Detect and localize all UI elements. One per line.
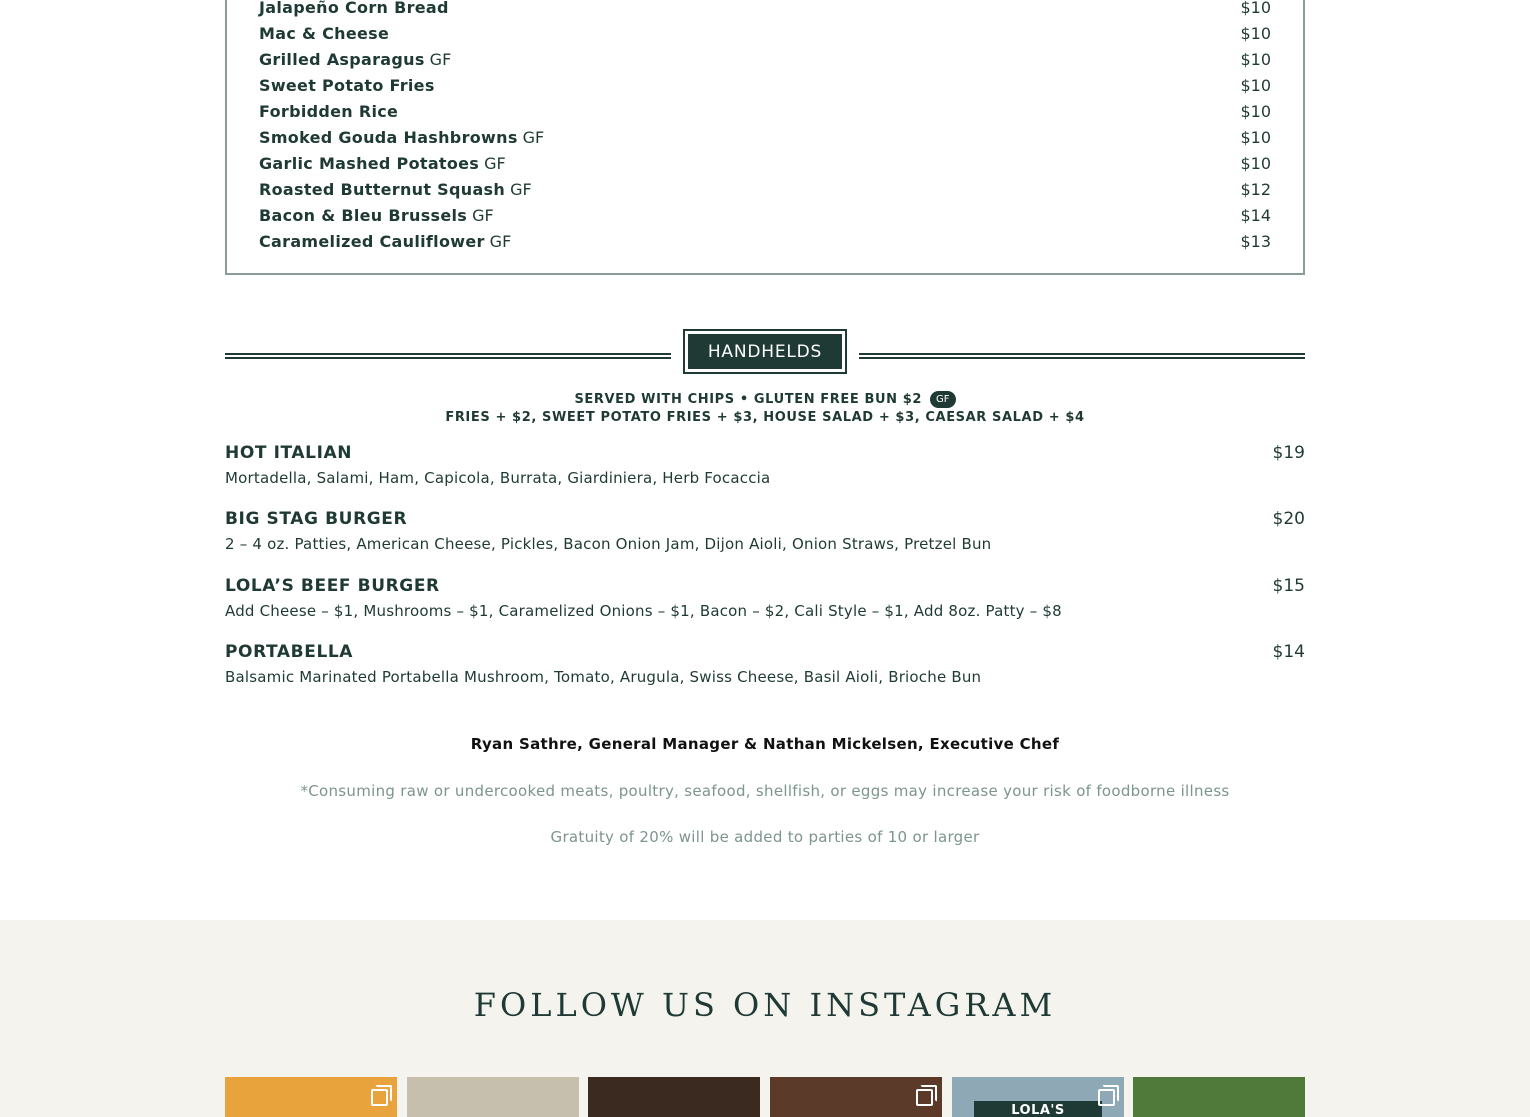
side-item-name: Smoked Gouda Hashbrowns [259, 127, 518, 147]
instagram-post-tile[interactable] [770, 1077, 942, 1117]
side-item-name: Mac & Cheese [259, 23, 390, 43]
menu-item [225, 507, 1305, 553]
menu-item-name: PORTABELLA [225, 642, 354, 662]
side-item-label [259, 180, 532, 199]
tile-sign-text: LOLA'S [974, 1101, 1102, 1117]
menu-item-price: $19 [1272, 443, 1305, 463]
menu-item-price: $14 [1272, 642, 1305, 662]
instagram-heading: FOLLOW US ON INSTAGRAM [473, 986, 1057, 1024]
side-item [259, 228, 1271, 254]
gratuity-notice: Gratuity of 20% will be added to parties of 10 or larger [550, 828, 980, 846]
side-item [259, 98, 1271, 124]
gluten-free-tag: GF [522, 127, 545, 147]
side-item-price: $10 [1240, 153, 1271, 173]
instagram-post-tile[interactable] [1133, 1077, 1305, 1117]
side-item-name: Jalapeño Corn Bread [259, 0, 449, 17]
served-with-text: SERVED WITH CHIPS • GLUTEN FREE BUN $2 [574, 392, 923, 407]
section-title: HANDHELDS [688, 334, 842, 369]
served-with-line [225, 391, 1305, 408]
side-item-name: Caramelized Cauliflower [259, 231, 485, 251]
side-item [259, 124, 1271, 150]
side-item-price: $12 [1240, 179, 1271, 199]
side-item-price: $10 [1240, 75, 1271, 95]
menu-item-description: Balsamic Marinated Portabella Mushroom, Tomato, Arugula, Swiss Cheese, Basil Aioli, Brioche Bun [225, 668, 982, 686]
side-item-label [259, 0, 449, 17]
side-item-label [259, 154, 506, 173]
side-item [259, 150, 1271, 176]
side-item-name: Garlic Mashed Potatoes [259, 153, 480, 173]
gluten-free-tag: GF [489, 231, 512, 251]
sides-menu-box [225, 0, 1305, 275]
instagram-post-tile[interactable] [407, 1077, 579, 1117]
side-item-price: $13 [1240, 231, 1271, 251]
side-item-name: Sweet Potato Fries [259, 75, 435, 95]
menu-item-price: $15 [1272, 576, 1305, 596]
side-item-name: Grilled Asparagus [259, 49, 425, 69]
side-item [259, 202, 1271, 228]
carousel-icon [1098, 1085, 1116, 1103]
side-item [259, 176, 1271, 202]
side-item-label [259, 76, 435, 95]
instagram-section [0, 920, 1530, 1117]
side-item-label [259, 50, 451, 69]
side-item-price: $10 [1240, 23, 1271, 43]
section-divider-right [859, 353, 1305, 359]
gluten-free-tag: GF [429, 49, 452, 69]
menu-item-name: HOT ITALIAN [225, 443, 353, 463]
side-item-label [259, 232, 511, 251]
side-item-name: Roasted Butternut Squash [259, 179, 506, 199]
menu-item-description: Add Cheese – $1, Mushrooms – $1, Caramelized Onions – $1, Bacon – $2, Cali Style – $1, Add 8oz. Patty – $8 [225, 602, 1062, 620]
food-safety-notice: *Consuming raw or undercooked meats, poultry, seafood, shellfish, or eggs may increase your risk of foodborne illness [300, 782, 1230, 800]
side-item-price: $10 [1240, 127, 1271, 147]
section-divider-left [225, 353, 671, 359]
side-item-price: $14 [1240, 205, 1271, 225]
menu-item-name: LOLA’S BEEF BURGER [225, 576, 440, 596]
side-item-price: $10 [1240, 101, 1271, 121]
gluten-free-tag: GF [472, 205, 494, 225]
side-item [259, 46, 1271, 72]
gluten-free-tag: GF [510, 179, 532, 199]
gluten-free-tag: GF [484, 153, 506, 173]
carousel-icon [371, 1085, 389, 1103]
side-item-label [259, 128, 544, 147]
menu-item-name: BIG STAG BURGER [225, 509, 408, 529]
side-item-label [259, 102, 398, 121]
side-item [259, 20, 1271, 46]
staff-credits: Ryan Sathre, General Manager & Nathan Mickelsen, Executive Chef [470, 735, 1060, 753]
instagram-post-tile[interactable] [225, 1077, 397, 1117]
side-item [259, 72, 1271, 98]
side-item-name: Bacon & Bleu Brussels [259, 205, 468, 225]
menu-item-description: 2 – 4 oz. Patties, American Cheese, Pickles, Bacon Onion Jam, Dijon Aioli, Onion Straws, Pretzel Bun [225, 535, 992, 553]
gluten-free-badge: GF [930, 391, 956, 408]
menu-item [225, 441, 1305, 487]
menu-item [225, 640, 1305, 686]
side-item-price: $10 [1240, 0, 1271, 17]
side-upgrade-line: FRIES + $2, SWEET POTATO FRIES + $3, HOUSE SALAD + $3, CAESAR SALAD + $4 [445, 410, 1085, 425]
section-title-badge [683, 329, 847, 374]
instagram-post-tile[interactable] [588, 1077, 760, 1117]
menu-item-description: Mortadella, Salami, Ham, Capicola, Burrata, Giardiniera, Herb Focaccia [225, 469, 771, 487]
side-item [259, 0, 1271, 20]
instagram-post-tile[interactable] [952, 1077, 1124, 1117]
side-item-price: $10 [1240, 49, 1271, 69]
menu-item-price: $20 [1272, 509, 1305, 529]
side-item-name: Forbidden Rice [259, 101, 399, 121]
menu-item [225, 574, 1305, 620]
carousel-icon [916, 1085, 934, 1103]
side-item-label [259, 206, 494, 225]
side-item-label [259, 24, 389, 43]
